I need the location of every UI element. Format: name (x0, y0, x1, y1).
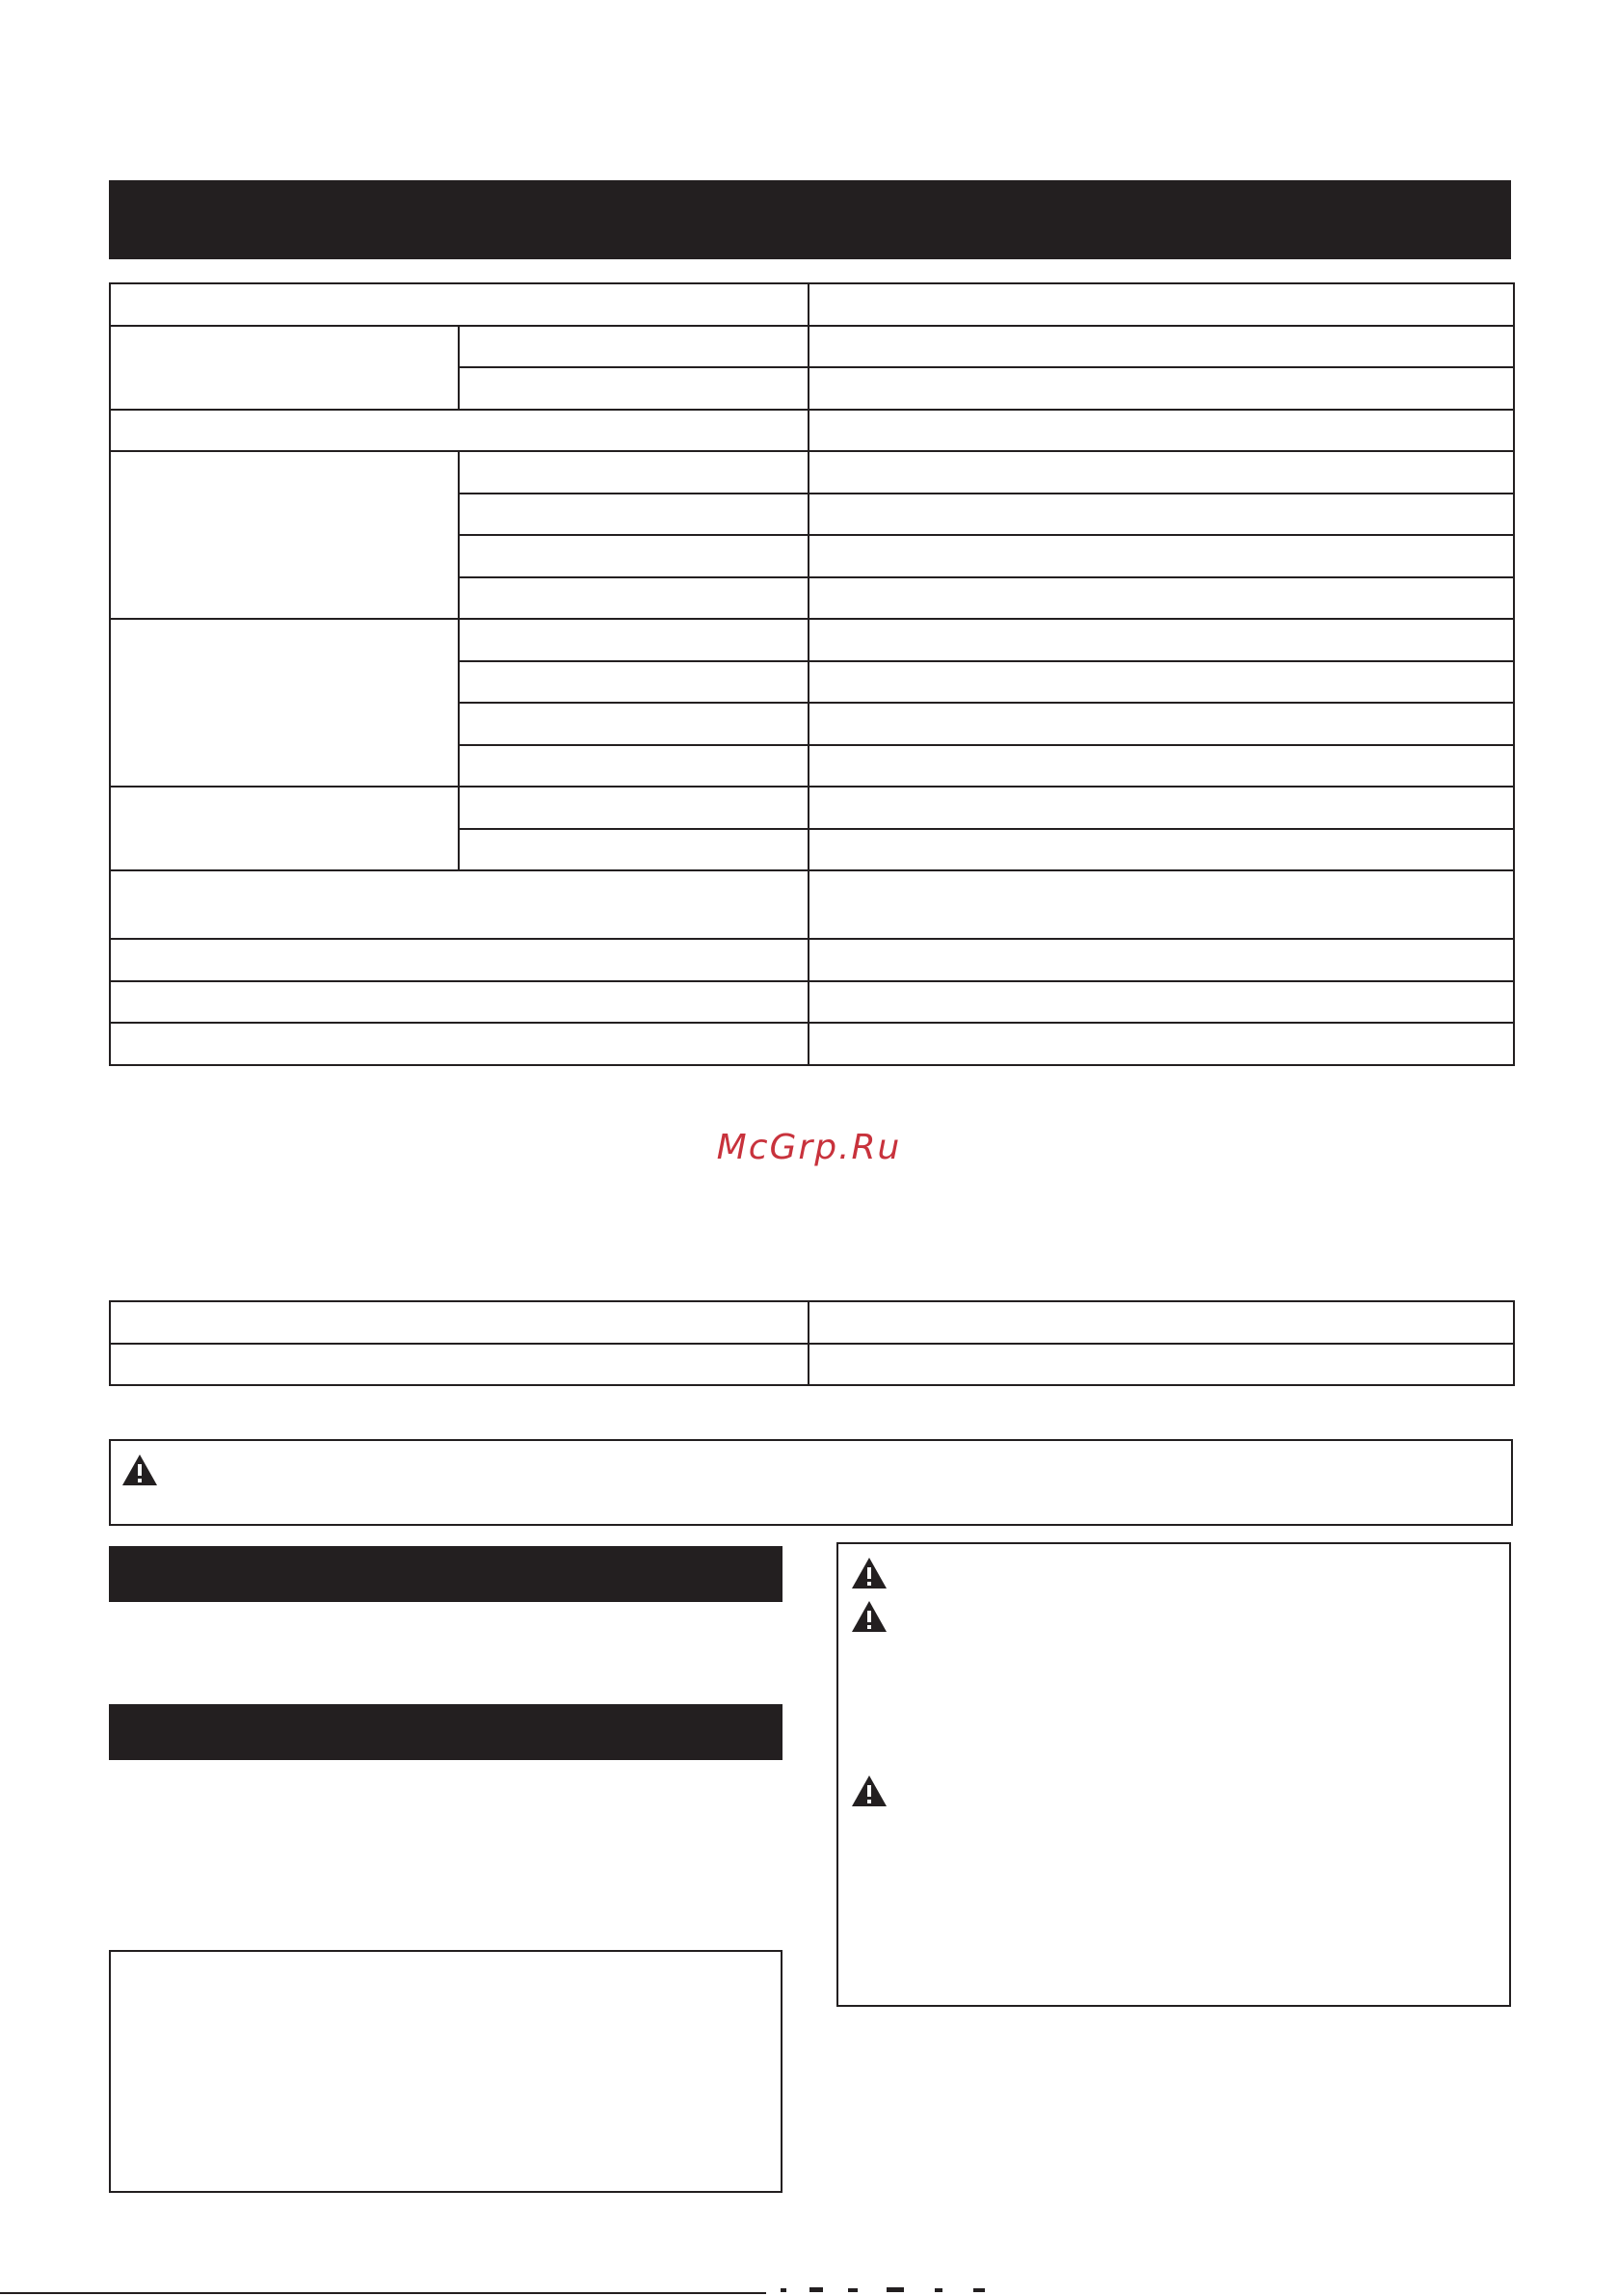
section-header-bar (109, 1546, 782, 1602)
table-cell (110, 326, 459, 410)
table-cell (809, 661, 1514, 704)
table-cell (459, 619, 809, 661)
table-row (110, 787, 1514, 829)
table-cell (809, 326, 1514, 368)
table-cell (459, 787, 809, 829)
warning-banner (109, 1439, 1513, 1526)
table-cell (459, 703, 809, 745)
table-cell (809, 939, 1514, 981)
footer-scan-marks (771, 2286, 1021, 2294)
table-row (110, 1023, 1514, 1065)
table-row (110, 410, 1514, 452)
table-cell (809, 1301, 1514, 1344)
table-cell (459, 745, 809, 788)
table-cell (110, 410, 809, 452)
table-cell (809, 494, 1514, 536)
table-cell (110, 1301, 809, 1344)
table-cell (809, 1344, 1514, 1386)
table-row (110, 451, 1514, 494)
table-cell (459, 577, 809, 620)
table-cell (809, 745, 1514, 788)
table-cell (809, 619, 1514, 661)
table-cell (809, 787, 1514, 829)
table-cell (459, 535, 809, 577)
table-cell (110, 1023, 809, 1065)
footer-rule (0, 2292, 766, 2294)
specifications-table (109, 282, 1515, 1066)
table-cell (459, 494, 809, 536)
warning-triangle-icon (850, 1599, 889, 1634)
table-row (110, 870, 1514, 939)
table-cell (809, 1023, 1514, 1065)
table-cell (459, 829, 809, 871)
secondary-table (109, 1300, 1515, 1386)
warning-triangle-icon (120, 1453, 159, 1487)
warning-triangle-icon (850, 1556, 889, 1590)
table-cell (110, 787, 459, 870)
table-cell (110, 870, 809, 939)
table-cell (110, 981, 809, 1024)
table-row (110, 981, 1514, 1024)
table-cell (809, 367, 1514, 410)
table-cell (110, 451, 459, 619)
table-row (110, 1344, 1514, 1386)
table-cell (110, 939, 809, 981)
table-row (110, 326, 1514, 368)
table-cell (459, 367, 809, 410)
table-cell (110, 619, 459, 787)
table-row (110, 619, 1514, 661)
table-cell (809, 981, 1514, 1024)
table-cell (809, 577, 1514, 620)
table-cell (110, 1344, 809, 1386)
specifications-header-bar (109, 180, 1511, 259)
table-cell (809, 870, 1514, 939)
table-cell (459, 326, 809, 368)
table-row (110, 939, 1514, 981)
table-cell (809, 535, 1514, 577)
table-cell (809, 451, 1514, 494)
table-cell (809, 283, 1514, 326)
note-box (109, 1950, 782, 2193)
table-cell (809, 703, 1514, 745)
table-cell (809, 410, 1514, 452)
table-cell (809, 829, 1514, 871)
warning-box (836, 1542, 1511, 2007)
watermark[interactable]: McGrp.Ru (716, 1128, 902, 1167)
table-cell (459, 451, 809, 494)
table-cell (459, 661, 809, 704)
section-header-bar (109, 1704, 782, 1760)
table-cell (110, 283, 809, 326)
warning-triangle-icon (850, 1774, 889, 1808)
table-row (110, 283, 1514, 326)
table-row (110, 1301, 1514, 1344)
